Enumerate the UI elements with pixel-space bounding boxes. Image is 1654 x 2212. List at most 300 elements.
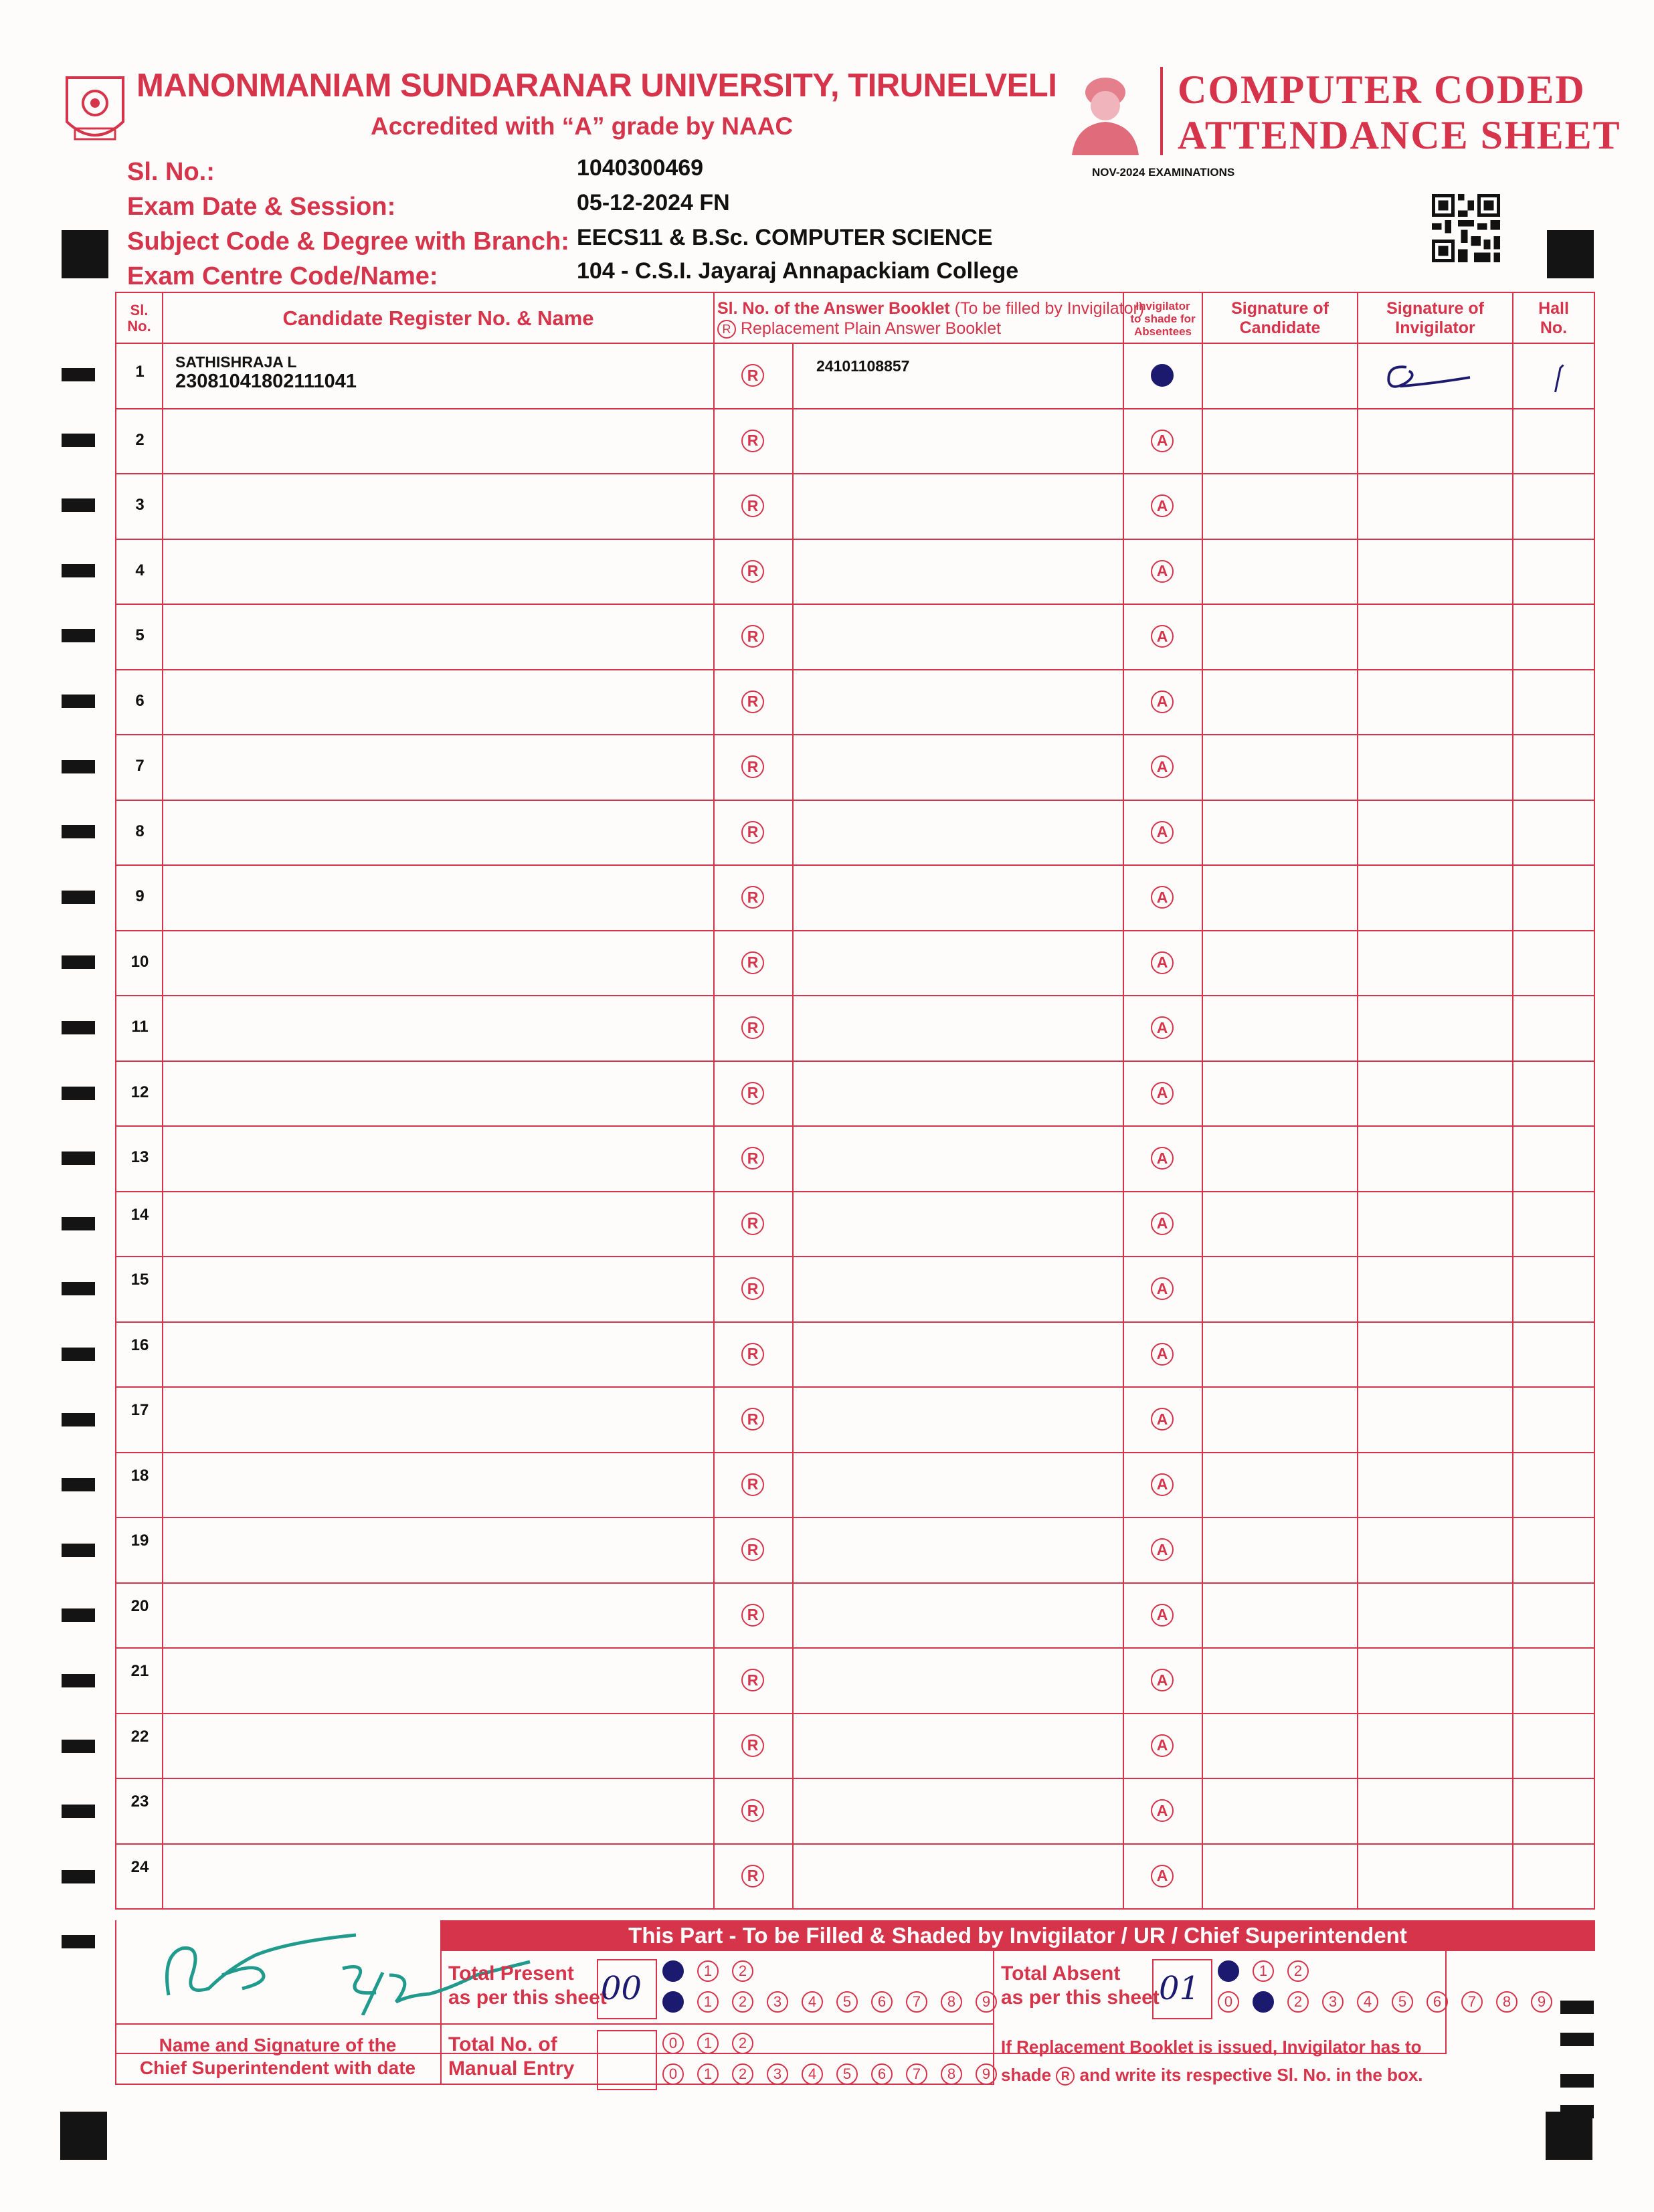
university-name: MANONMANIAM SUNDARANAR UNIVERSITY, TIRUNELVELI [136,68,1057,104]
row-sl-number: 1 [135,363,145,381]
header-hall-2: No. [1540,318,1568,337]
row-sl-number: 9 [135,887,145,905]
absent-bubble[interactable]: A [1151,1604,1174,1627]
digit-bubble[interactable]: 7 [906,1991,927,2013]
chief-label-2: Chief Superintendent with date [139,2057,416,2078]
cell-hall-no[interactable] [1513,605,1594,669]
row-sl-number: 23 [130,1792,149,1811]
absent-bubble[interactable]: A [1151,1212,1174,1235]
timing-mark [62,1087,95,1100]
cell-signature-invigilator[interactable] [1358,866,1513,930]
row-sl-number: 20 [130,1596,149,1615]
cell-signature-candidate[interactable] [1203,1323,1358,1387]
cell-hall-no[interactable] [1513,1192,1594,1257]
cell-signature-candidate[interactable] [1203,1584,1358,1648]
divider-mid [115,2023,993,2025]
exam-label: NOV-2024 EXAMINATIONS [1092,166,1235,179]
cell-signature-candidate[interactable] [1203,540,1358,604]
timing-mark [62,1805,95,1818]
cell-signature-candidate[interactable] [1203,801,1358,865]
absent-bubble[interactable]: A [1151,886,1174,909]
absent-bubble[interactable]: A [1151,821,1174,844]
attendance-table [115,292,1595,1910]
replacement-bubble[interactable]: R [741,886,764,909]
timing-mark [62,1544,95,1557]
replacement-bubble[interactable]: R [741,1669,764,1691]
digit-bubble[interactable]: 9 [976,2063,997,2085]
university-logo [64,75,126,149]
replacement-bubble[interactable]: R [741,1212,764,1235]
total-absent-1: Total Absent [1001,1962,1121,1985]
table-row [115,866,1595,931]
cell-candidate [163,1845,715,1909]
absent-bubble[interactable]: A [1151,1865,1174,1887]
header-divider [1160,67,1163,155]
cell-booklet-no[interactable] [794,1714,1124,1778]
manual-entry-box[interactable] [597,2030,657,2090]
replacement-bubble[interactable]: R [741,625,764,648]
corner-mark-bottom-left [60,2112,107,2160]
cell-candidate [163,1127,715,1191]
cell-hall-no[interactable] [1513,1714,1594,1778]
cell-candidate [163,1518,715,1582]
cell-hall-no[interactable] [1513,1388,1594,1452]
replacement-bubble[interactable]: R [741,364,764,387]
cell-hall-no[interactable] [1513,1584,1594,1648]
cell-signature-invigilator[interactable] [1358,1714,1513,1778]
digit-bubble[interactable]: 0 [662,2063,684,2085]
replacement-bubble[interactable]: R [741,1865,764,1887]
candidate-name: SATHISHRAJA L [175,353,297,371]
cell-hall-no[interactable] [1513,1845,1594,1909]
cell-signature-candidate[interactable] [1203,409,1358,474]
note-line-1: If Replacement Booklet is issued, Invigilator has to [1001,2037,1422,2057]
cell-signature-invigilator[interactable] [1358,670,1513,735]
digit-bubble[interactable]: 1 [697,2063,719,2085]
cell-signature-candidate[interactable] [1203,735,1358,800]
cell-candidate [163,540,715,604]
qr-code [1432,194,1500,262]
absent-bubble[interactable]: A [1151,1147,1174,1170]
corner-mark-bottom-right [1546,2112,1592,2160]
invigilator-signature [1381,357,1508,397]
replacement-bubble[interactable]: R [741,755,764,778]
digit-bubble[interactable]: 9 [1531,1991,1552,2013]
note-shade: shade [1001,2065,1052,2085]
timing-mark [62,629,95,642]
cell-hall-no[interactable] [1513,801,1594,865]
digit-bubble[interactable]: 0 [662,2033,684,2054]
table-row [115,1388,1595,1453]
cell-signature-candidate[interactable] [1203,1388,1358,1452]
cell-candidate [163,1584,715,1648]
candidate-register-no: 23081041802111041 [175,371,357,392]
timing-mark [62,1151,95,1165]
digit-bubble[interactable]: 7 [906,2063,927,2085]
digit-bubble[interactable] [662,1960,684,1982]
replacement-bubble[interactable]: R [741,1343,764,1366]
replacement-bubble[interactable]: R [741,1277,764,1300]
cell-booklet-no[interactable] [794,866,1124,930]
cell-signature-invigilator[interactable] [1358,1779,1513,1843]
cell-signature-invigilator[interactable] [1358,996,1513,1061]
header-signature-candidate [1203,293,1358,344]
cell-signature-invigilator[interactable] [1358,931,1513,996]
timing-mark [62,1935,95,1948]
timing-mark [62,1740,95,1753]
timing-mark [62,564,95,577]
cell-signature-invigilator[interactable] [1358,409,1513,474]
digit-bubble[interactable] [1253,1991,1274,2013]
digit-bubble[interactable]: 1 [1253,1960,1274,1982]
digit-bubble[interactable]: 6 [871,2063,893,2085]
replacement-note [1001,2033,1423,2089]
cell-hall-no[interactable] [1513,670,1594,735]
digit-bubble[interactable]: 8 [941,1991,962,2013]
cell-booklet-no[interactable] [794,670,1124,735]
cell-hall-no[interactable] [1513,735,1594,800]
cell-signature-invigilator[interactable] [1358,801,1513,865]
cell-booklet-no[interactable] [794,1518,1124,1582]
table-row [115,931,1595,997]
table-row [115,670,1595,736]
digit-bubble[interactable]: 2 [1287,1960,1309,1982]
replacement-bubble[interactable]: R [741,1734,764,1757]
cell-hall-no[interactable] [1513,1062,1594,1126]
cell-signature-invigilator[interactable] [1358,1323,1513,1387]
cell-candidate [163,474,715,539]
cell-booklet-no[interactable] [794,540,1124,604]
table-row [115,1192,1595,1258]
cell-candidate [163,1323,715,1387]
header-hall-no [1513,293,1594,344]
cell-booklet-no[interactable] [794,1257,1124,1321]
digit-bubble[interactable]: 6 [871,1991,893,2013]
absent-bubble[interactable]: A [1151,1799,1174,1822]
digit-bubble[interactable]: 2 [732,2063,753,2085]
timing-mark [62,1478,95,1491]
header-shade-3: Absentees [1134,325,1192,338]
cell-hall-no[interactable] [1513,1518,1594,1582]
table-row [115,474,1595,540]
cell-signature-candidate[interactable] [1203,1518,1358,1582]
cell-hall-no[interactable] [1513,1779,1594,1843]
cell-signature-candidate[interactable] [1203,1845,1358,1909]
sl-no-value: 1040300469 [577,155,704,181]
header-booklet-bold: Sl. No. of the Answer Booklet [717,298,950,318]
digit-bubble[interactable]: 6 [1427,1991,1448,2013]
table-row [115,1714,1595,1780]
cell-signature-candidate[interactable] [1203,474,1358,539]
digit-bubble[interactable]: 3 [767,2063,788,2085]
digit-bubble[interactable]: 7 [1461,1991,1483,2013]
cell-hall-no[interactable] [1513,866,1594,930]
table-body [115,344,1595,1910]
cell-candidate [163,1453,715,1517]
cell-signature-invigilator[interactable] [1358,474,1513,539]
absent-bubble[interactable]: A [1151,560,1174,583]
digit-bubble[interactable]: 2 [1287,1991,1309,2013]
cell-booklet-no[interactable] [794,1779,1124,1843]
row-sl-number: 19 [130,1532,149,1550]
cell-signature-candidate[interactable] [1203,1192,1358,1257]
exam-centre-value: 104 - C.S.I. Jayaraj Annapackiam College [577,258,1019,284]
timing-mark [62,1870,95,1883]
cell-signature-invigilator[interactable] [1358,540,1513,604]
row-sl-number: 10 [130,952,149,971]
cell-signature-invigilator[interactable] [1358,1518,1513,1582]
absent-bubble[interactable]: A [1151,1669,1174,1691]
cell-signature-candidate[interactable] [1203,670,1358,735]
table-row [115,1584,1595,1649]
exam-centre-label: Exam Centre Code/Name: [127,262,438,290]
replacement-bubble[interactable]: R [741,1082,764,1105]
cell-candidate [163,1714,715,1778]
cell-signature-candidate[interactable] [1203,1127,1358,1191]
cell-signature-candidate[interactable] [1203,605,1358,669]
timing-mark [62,498,95,512]
digit-bubble[interactable] [1218,1960,1239,1982]
cell-candidate [163,1257,715,1321]
absent-bubble[interactable]: A [1151,1343,1174,1366]
cell-signature-candidate[interactable] [1203,1714,1358,1778]
replacement-bubble[interactable]: R [741,1147,764,1170]
replacement-bubble[interactable]: R [741,951,764,974]
cell-hall-no[interactable] [1513,474,1594,539]
cell-signature-candidate[interactable] [1203,1649,1358,1713]
digit-bubble[interactable]: 1 [697,1960,719,1982]
cell-hall-no[interactable] [1513,1257,1594,1321]
total-present-1: Total Present [448,1962,574,1985]
header-booklet-sub: Replacement Plain Answer Booklet [740,318,1002,338]
cell-booklet-no[interactable] [794,1323,1124,1387]
cell-hall-no[interactable] [1513,540,1594,604]
table-row [115,735,1595,801]
cell-booklet-no[interactable] [794,996,1124,1061]
cell-booklet-no[interactable] [794,1192,1124,1257]
absent-bubble[interactable]: A [1151,1473,1174,1496]
table-row [115,1518,1595,1584]
cell-booklet-no[interactable] [794,735,1124,800]
replacement-bubble[interactable]: R [741,560,764,583]
row-sl-number: 14 [130,1205,149,1224]
table-row [115,1453,1595,1519]
cell-booklet-no[interactable] [794,1584,1124,1648]
cell-booklet-no[interactable] [794,1127,1124,1191]
digit-bubble[interactable]: 4 [802,2063,823,2085]
cell-booklet-no[interactable] [794,474,1124,539]
replacement-bubble[interactable]: R [741,494,764,517]
digit-bubble[interactable]: 3 [767,1991,788,2013]
cell-candidate [163,670,715,735]
digit-bubble[interactable]: 5 [1392,1991,1413,2013]
digit-bubble[interactable] [662,1991,684,2013]
sheet-title-line-2: ATTENDANCE SHEET [1178,113,1621,157]
cell-signature-invigilator[interactable] [1358,735,1513,800]
digit-bubble[interactable]: 4 [1357,1991,1378,2013]
replacement-bubble[interactable]: R [741,1604,764,1627]
timing-mark [62,760,95,773]
row-sl-number: 21 [130,1662,149,1680]
absent-bubble[interactable]: A [1151,430,1174,452]
digit-bubble[interactable]: 2 [732,1960,753,1982]
header-sig-cand-1: Signature of [1231,299,1329,318]
timing-mark [62,955,95,969]
cell-hall-no[interactable] [1513,1649,1594,1713]
cell-booklet-no[interactable] [794,605,1124,669]
table-row [115,801,1595,866]
chief-label-1: Name and Signature of the [159,2035,397,2055]
header-booklet-subtitle [717,318,1001,339]
cell-signature-candidate[interactable] [1203,1062,1358,1126]
cell-hall-no[interactable] [1513,1127,1594,1191]
cell-booklet-no[interactable] [794,1062,1124,1126]
cell-booklet-no[interactable] [794,1649,1124,1713]
cell-signature-candidate[interactable] [1203,1257,1358,1321]
digit-bubble[interactable]: 2 [732,1991,753,2013]
cell-signature-invigilator[interactable] [1358,1584,1513,1648]
row-sl-number: 7 [135,757,145,775]
cell-signature-invigilator[interactable] [1358,1453,1513,1517]
cell-signature-invigilator[interactable] [1358,1127,1513,1191]
cell-signature-candidate[interactable] [1203,996,1358,1061]
cell-signature-candidate[interactable] [1203,1453,1358,1517]
cell-candidate [163,1062,715,1126]
cell-hall-no[interactable] [1513,996,1594,1061]
row-sl-number: 22 [130,1727,149,1746]
cell-signature-invigilator[interactable] [1358,1192,1513,1257]
absent-bubble[interactable]: A [1151,1277,1174,1300]
digit-bubble[interactable]: 8 [941,2063,962,2085]
digit-bubble[interactable]: 1 [697,2033,719,2054]
timing-mark [62,434,95,447]
digit-bubble[interactable]: 8 [1496,1991,1518,2013]
cell-signature-candidate[interactable] [1203,931,1358,996]
total-present-label [448,1962,607,2010]
cell-candidate [163,801,715,865]
cell-candidate [163,866,715,930]
absent-bubble[interactable]: A [1151,1082,1174,1105]
table-row [115,540,1595,606]
header-sl: Sl. [130,302,149,318]
cell-booklet-no[interactable] [794,931,1124,996]
total-absent-label [1001,1962,1160,2010]
replacement-bubble[interactable]: R [741,821,764,844]
table-row [115,1127,1595,1192]
absent-bubble[interactable]: A [1151,625,1174,648]
absent-bubble[interactable]: A [1151,690,1174,713]
header-sig-inv-2: Invigilator [1395,318,1475,337]
sheet-title-line-1: COMPUTER CODED [1178,68,1586,112]
cell-hall-no[interactable] [1513,409,1594,474]
table-row [115,1779,1595,1845]
note-replacement-symbol: R [1056,2067,1075,2086]
total-present-handwritten: 00 [601,1970,642,2007]
cell-hall-no[interactable] [1513,931,1594,996]
digit-bubble[interactable]: 5 [836,2063,858,2085]
row-sl-number: 16 [130,1335,149,1354]
cell-hall-no[interactable] [1513,1453,1594,1517]
corner-mark-top-left [62,230,108,278]
replacement-bubble[interactable]: R [741,1799,764,1822]
cell-booklet-no[interactable] [794,409,1124,474]
row-sl-number: 3 [135,496,145,514]
subject-value: EECS11 & B.Sc. COMPUTER SCIENCE [577,225,993,250]
absent-bubble[interactable]: A [1151,1016,1174,1039]
digit-bubble[interactable]: 4 [802,1991,823,2013]
absent-bubble[interactable]: A [1151,1734,1174,1757]
absent-bubble[interactable]: A [1151,1408,1174,1431]
absent-bubble[interactable]: A [1151,755,1174,778]
cell-candidate [163,735,715,800]
timing-mark [62,1217,95,1230]
row-sl-number: 12 [130,1083,149,1101]
cell-booklet-no[interactable] [794,1845,1124,1909]
digit-bubble[interactable]: 3 [1322,1991,1344,2013]
cell-signature-candidate[interactable] [1203,344,1358,408]
manual-entry-label [448,2033,574,2081]
cell-signature-invigilator[interactable] [1358,1388,1513,1452]
replacement-bubble[interactable]: R [741,430,764,452]
timing-mark [1560,2074,1594,2088]
table-row [115,1323,1595,1388]
absent-bubble[interactable] [1151,364,1174,387]
absent-bubble[interactable]: A [1151,951,1174,974]
digit-bubble[interactable]: 1 [697,1991,719,2013]
cell-signature-candidate[interactable] [1203,866,1358,930]
timing-mark [62,1348,95,1361]
replacement-bubble[interactable]: R [741,1473,764,1496]
digit-bubble[interactable]: 2 [732,2033,753,2054]
timing-mark [62,1413,95,1426]
replacement-bubble[interactable]: R [741,1408,764,1431]
corner-mark-top-right [1547,230,1594,278]
cell-candidate [163,1779,715,1843]
exam-date-label: Exam Date & Session: [127,193,396,221]
cell-booklet-no[interactable] [794,1453,1124,1517]
total-present-2: as per this sheet [448,1987,607,2009]
total-absent-handwritten: 01 [1159,1970,1200,2007]
absent-bubble[interactable]: A [1151,494,1174,517]
replacement-bubble[interactable]: R [741,1016,764,1039]
timing-mark [62,891,95,904]
replacement-bubble[interactable]: R [741,1538,764,1561]
cell-signature-candidate[interactable] [1203,1779,1358,1843]
cell-booklet-no[interactable] [794,1388,1124,1452]
absent-bubble[interactable]: A [1151,1538,1174,1561]
timing-mark [1560,2033,1594,2046]
sheet-title [1178,67,1621,158]
digit-bubble[interactable]: 0 [1218,1991,1239,2013]
cell-hall-no[interactable] [1513,1323,1594,1387]
cell-candidate [163,605,715,669]
cell-signature-invigilator[interactable] [1358,605,1513,669]
replacement-bubble[interactable]: R [741,690,764,713]
cell-signature-invigilator[interactable] [1358,1649,1513,1713]
cell-booklet-no[interactable] [794,801,1124,865]
cell-signature-invigilator[interactable] [1358,1845,1513,1909]
sl-no-label: Sl. No.: [127,158,215,186]
digit-bubble[interactable]: 5 [836,1991,858,2013]
header-booklet [715,293,1145,344]
cell-signature-invigilator[interactable] [1358,1257,1513,1321]
cell-candidate [163,1649,715,1713]
digit-bubble[interactable]: 9 [976,1991,997,2013]
cell-booklet-no[interactable] [794,344,1124,408]
cell-signature-invigilator[interactable] [1358,1062,1513,1126]
subject-label: Subject Code & Degree with Branch: [127,227,569,256]
chief-superintendent-label [115,2034,440,2080]
